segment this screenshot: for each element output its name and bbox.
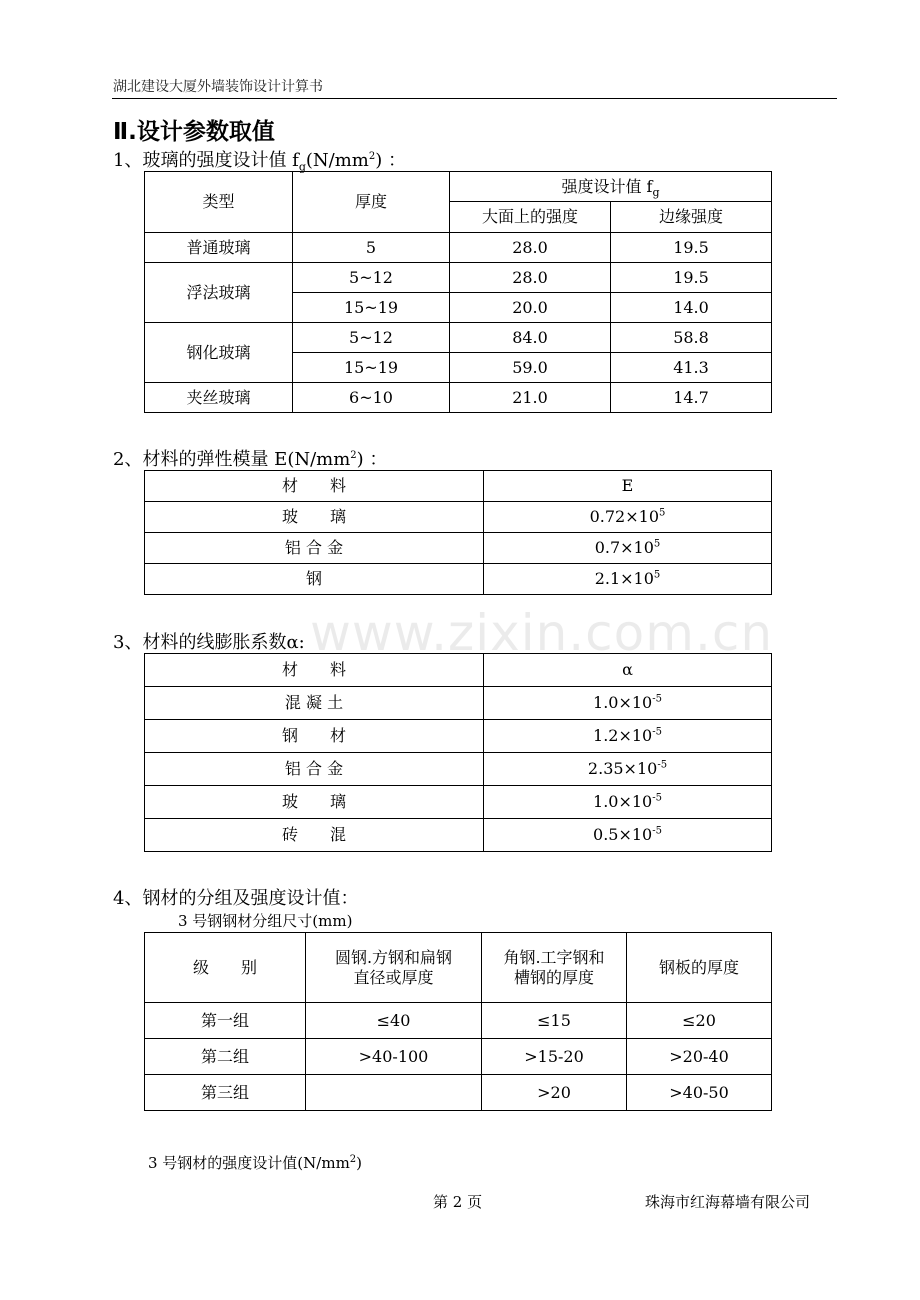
material-cell: 钢 (145, 564, 484, 595)
material-cell: 砖 混 (145, 819, 484, 852)
glass-col-face-header: 大面上的强度 (450, 202, 611, 233)
glass-thickness-cell: 5~12 (293, 263, 450, 293)
table-row (145, 263, 772, 293)
material-cell: 铝 合 金 (145, 533, 484, 564)
angle-cell: >20 (482, 1075, 627, 1111)
glass-thickness-cell: 15~19 (293, 353, 450, 383)
steel-col-round-header: 圆钢.方钢和扁钢 直径或厚度 (306, 933, 482, 1003)
elastic-col-material-header: 材 料 (145, 471, 484, 502)
round-cell (306, 1075, 482, 1111)
expansion-table (144, 653, 772, 852)
steel-heading: 4、钢材的分组及强度设计值： (113, 888, 359, 909)
table-row (145, 753, 772, 786)
modulus-cell: $0.72\times 10^5$ (484, 502, 772, 533)
glass-strength-table (144, 171, 772, 413)
coefficient-cell: $1.2\times 10^{-5}$ (484, 720, 772, 753)
glass-col-type-header: 类型 (145, 172, 293, 233)
glass-edge-cell: 58.8 (611, 323, 772, 353)
coefficient-cell: $1.0\times 10^{-5}$ (484, 786, 772, 819)
coefficient-cell: $2.35\times 10^{-5}$ (484, 753, 772, 786)
table-row (145, 1003, 772, 1039)
table-row (145, 383, 772, 413)
table-row (145, 1039, 772, 1075)
glass-face-cell: 28.0 (450, 263, 611, 293)
elastic-modulus-heading: 2、材料的弹性模量 $E(N/mm^2)$ ： (113, 449, 388, 470)
steel-col-grade-header: 级 别 (145, 933, 306, 1003)
steel-col-plate-header: 钢板的厚度 (627, 933, 772, 1003)
glass-col-edge-header: 边缘强度 (611, 202, 772, 233)
glass-type-cell: 浮法玻璃 (145, 263, 293, 323)
glass-col-strength-header: 强度设计值 $f_g$ (450, 172, 772, 202)
glass-type-cell: 普通玻璃 (145, 233, 293, 263)
modulus-cell: $2.1\times 10^5$ (484, 564, 772, 595)
page-number: 第 2 页 (433, 1193, 483, 1211)
material-cell: 玻 璃 (145, 786, 484, 819)
material-cell: 铝 合 金 (145, 753, 484, 786)
plate-cell: >20-40 (627, 1039, 772, 1075)
steel-design-caption: 3 号钢材的强度设计值$(N/mm^2)$ (148, 1154, 363, 1172)
angle-cell: >15-20 (482, 1039, 627, 1075)
angle-cell: ≤15 (482, 1003, 627, 1039)
table-row (145, 786, 772, 819)
glass-type-cell: 钢化玻璃 (145, 323, 293, 383)
table-row (145, 533, 772, 564)
table-row (145, 323, 772, 353)
coefficient-cell: $0.5\times 10^{-5}$ (484, 819, 772, 852)
material-cell: 钢 材 (145, 720, 484, 753)
coefficient-cell: $1.0\times 10^{-5}$ (484, 687, 772, 720)
plate-cell: >40-50 (627, 1075, 772, 1111)
glass-thickness-cell: 6~10 (293, 383, 450, 413)
glass-type-cell: 夹丝玻璃 (145, 383, 293, 413)
material-cell: 玻 璃 (145, 502, 484, 533)
expansion-col-alpha-header: α (484, 654, 772, 687)
glass-face-cell: 28.0 (450, 233, 611, 263)
material-cell: 混 凝 土 (145, 687, 484, 720)
round-cell: >40-100 (306, 1039, 482, 1075)
glass-edge-cell: 14.0 (611, 293, 772, 323)
glass-edge-cell: 19.5 (611, 263, 772, 293)
table-row (145, 1075, 772, 1111)
glass-thickness-cell: 5~12 (293, 323, 450, 353)
steel-subheading: 3 号钢钢材分组尺寸(mm) (178, 912, 353, 930)
expansion-heading: 3、材料的线膨胀系数α: (113, 632, 305, 653)
glass-edge-cell: 19.5 (611, 233, 772, 263)
plate-cell: ≤20 (627, 1003, 772, 1039)
glass-strength-heading: 1、玻璃的强度设计值 $f_g(N/mm^2)$ ： (113, 150, 406, 174)
elastic-modulus-table (144, 470, 772, 595)
glass-face-cell: 59.0 (450, 353, 611, 383)
header-divider (112, 98, 837, 99)
section-title: Ⅱ.设计参数取值 (113, 119, 275, 145)
grade-cell: 第一组 (145, 1003, 306, 1039)
elastic-col-e-header: E (484, 471, 772, 502)
glass-face-cell: 84.0 (450, 323, 611, 353)
round-cell: ≤40 (306, 1003, 482, 1039)
grade-cell: 第二组 (145, 1039, 306, 1075)
table-row (145, 564, 772, 595)
table-row (145, 233, 772, 263)
company-name: 珠海市红海幕墙有限公司 (645, 1193, 811, 1211)
steel-col-angle-header: 角钢.工字钢和 槽钢的厚度 (482, 933, 627, 1003)
glass-thickness-cell: 5 (293, 233, 450, 263)
grade-cell: 第三组 (145, 1075, 306, 1111)
table-row (145, 687, 772, 720)
glass-col-thickness-header: 厚度 (293, 172, 450, 233)
table-row (145, 720, 772, 753)
table-row (145, 502, 772, 533)
watermark: www.zixin.com.cn (310, 604, 774, 662)
glass-face-cell: 21.0 (450, 383, 611, 413)
modulus-cell: $0.7\times 10^5$ (484, 533, 772, 564)
glass-edge-cell: 41.3 (611, 353, 772, 383)
document-header-title: 湖北建设大厦外墙装饰设计计算书 (113, 79, 323, 95)
glass-face-cell: 20.0 (450, 293, 611, 323)
glass-thickness-cell: 15~19 (293, 293, 450, 323)
glass-edge-cell: 14.7 (611, 383, 772, 413)
expansion-col-material-header: 材 料 (145, 654, 484, 687)
steel-group-table (144, 932, 772, 1111)
table-row (145, 819, 772, 852)
